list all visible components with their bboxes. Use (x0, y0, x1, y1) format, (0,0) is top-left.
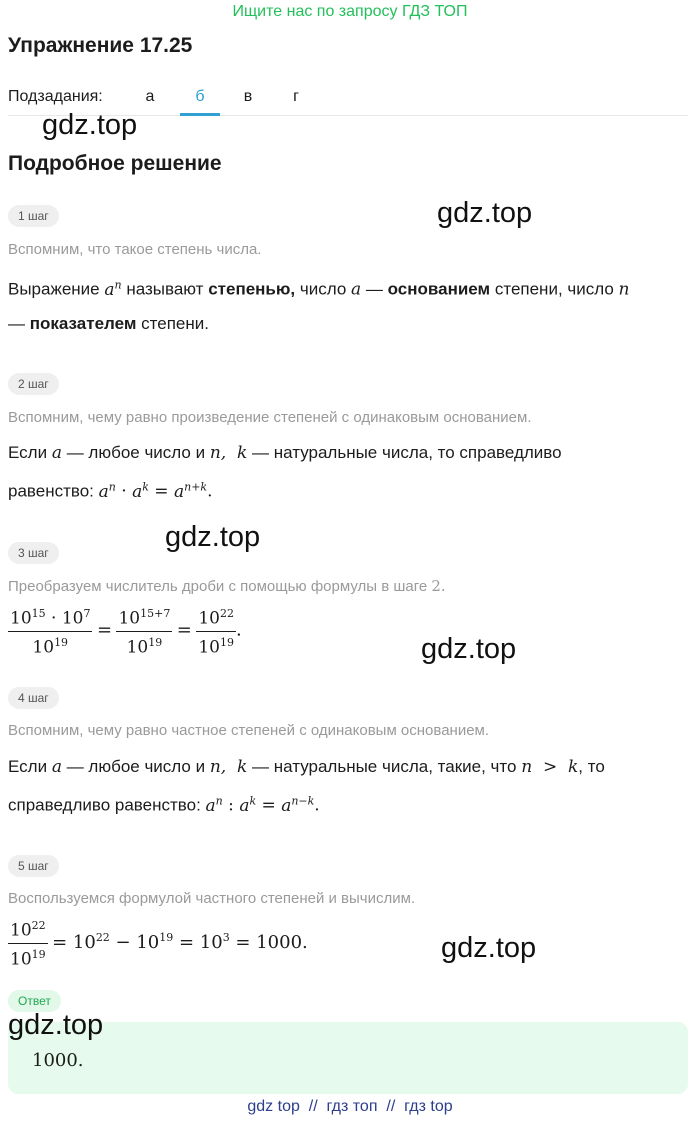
section-title: Подробное решение (8, 152, 222, 175)
step-hint-2: Вспомним, чему равно произведение степеней с одинаковым основанием. (8, 409, 532, 426)
step-badge-2: 2 шаг (8, 373, 59, 395)
step-badge-3: 3 шаг (8, 542, 59, 564)
watermark: gdz.top (441, 932, 537, 964)
tab-v[interactable]: в (243, 88, 253, 105)
page-title: Упражнение 17.25 (8, 34, 193, 57)
watermark: gdz.top (8, 1009, 104, 1041)
answer-value: 1000. (32, 1050, 84, 1071)
step-formula-3: $\frac{10^{15} \cdot 10^7}{10^{19}}$ = $\frac{10^{15+7}}{10^{19}}$ = $\frac{10^{22}}{10^{19}}$ . (8, 602, 242, 658)
step-hint-5: Воспользуемся формулой частного степеней и вычислим. (8, 890, 416, 907)
step-badge-4: 4 шаг (8, 687, 59, 709)
watermark: gdz.top (42, 109, 138, 141)
step-badge-5: 5 шаг (8, 855, 59, 877)
answer-badge: Ответ (8, 990, 61, 1012)
step-formula-5: $\frac{10^{22}}{10^{19}}$ = $10^{22} - 10^{19} = 10^3 = 1000$. (8, 914, 308, 970)
subtasks-label: Подзадания: (8, 88, 103, 105)
footer-links[interactable]: gdz top // гдз топ // гдз top (247, 1098, 453, 1115)
step-hint-1: Вспомним, что такое степень числа. (8, 241, 262, 258)
tab-a[interactable]: а (145, 88, 155, 105)
watermark: gdz.top (437, 197, 533, 229)
step-text-2: Если a — любое число и n, k — натуральные числа, то справедливо равенство: $a^n \cdot a^k = a^{n+k}$. (8, 443, 562, 502)
step-hint-4: Вспомним, чему равно частное степеней с одинаковым основанием. (8, 722, 490, 739)
step-hint-3: Преобразуем числитель дроби с помощью формулы в шаге 2. (8, 577, 446, 595)
active-tab-underline (180, 113, 220, 116)
tab-g[interactable]: г (293, 88, 299, 105)
step-badge-1: 1 шаг (8, 205, 59, 227)
top-banner: Ищите нас по запросу ГДЗ ТОП (232, 3, 468, 20)
watermark: gdz.top (421, 633, 517, 665)
tab-b[interactable]: б (195, 88, 205, 105)
step-text-4: Если a — любое число и n, k — натуральные числа, такие, что n > k, то справедливо равенство: $a^n$ : $a^k = a^{n-k}$. (8, 757, 605, 816)
step-text-1: Выражение $a^n$ называют степенью, число a — основанием степени, число n — показателем степени. (8, 278, 630, 333)
answer-box (8, 1022, 688, 1094)
watermark: gdz.top (165, 521, 261, 553)
